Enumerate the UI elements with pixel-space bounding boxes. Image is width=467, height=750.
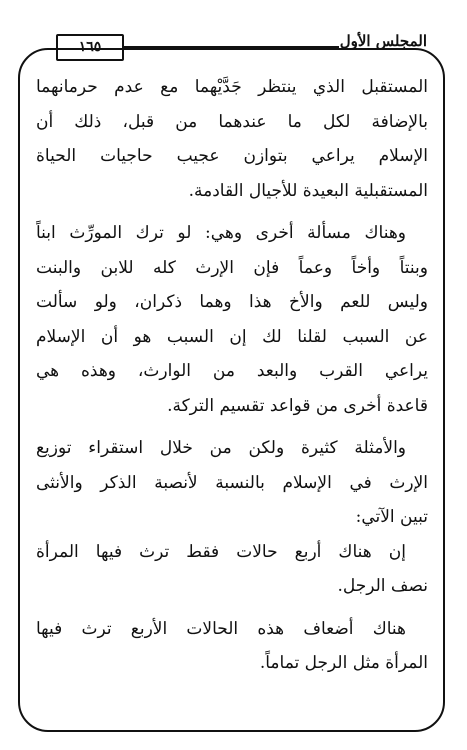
text-line: عن السبب لقلنا لك إن السبب هو أن الإسلام bbox=[36, 326, 428, 347]
text-line: بالإضافة لكل ما عندهما من قبل، ذلك أن bbox=[36, 111, 428, 132]
text-line: الإرث في الإسلام بالنسبة لأنصبة الذكر والأنثى bbox=[36, 472, 428, 493]
text-line: والأمثلة كثيرة ولكن من خلال استقراء توزيع bbox=[36, 438, 406, 458]
text-line: وهناك مسألة أخرى وهي: لو ترك المورِّث ابناً bbox=[36, 223, 406, 243]
text-line: نصف الرجل. bbox=[337, 576, 428, 596]
text-line: هناك أضعاف هذه الحالات الأربع ترث فيها bbox=[36, 618, 406, 639]
text-line: الإسلام يراعي بتوازن عجيب حاجيات الحياة bbox=[36, 146, 428, 166]
chapter-title: المجلس الأول bbox=[339, 32, 427, 50]
text-line: المستقبلية البعيدة للأجيال القادمة. bbox=[188, 180, 428, 201]
text-line: إن هناك أربع حالات فقط ترث فيها المرأة bbox=[36, 541, 406, 562]
text-line: وبنتاً وأخاً وعماً فإن الإرث كله للابن والبنت bbox=[36, 257, 428, 278]
text-line: قاعدة أخرى من قواعد تقسيم التركة. bbox=[167, 395, 428, 416]
text-line: المرأة مثل الرجل تماماً. bbox=[259, 653, 428, 673]
text-line: يراعي القرب والبعد من الوارث، وهذه هي bbox=[36, 361, 428, 381]
text-line: وليس للعم والأخ هذا وهما ذكران، ولو سألت bbox=[36, 292, 428, 312]
text-line: تبين الآتي: bbox=[355, 507, 428, 527]
text-line: المستقبل الذي ينتظر جَدَّيْهما مع عدم حرمانهما bbox=[36, 77, 428, 97]
body-text bbox=[36, 70, 428, 681]
page-number: ١٦٥ bbox=[56, 34, 124, 61]
